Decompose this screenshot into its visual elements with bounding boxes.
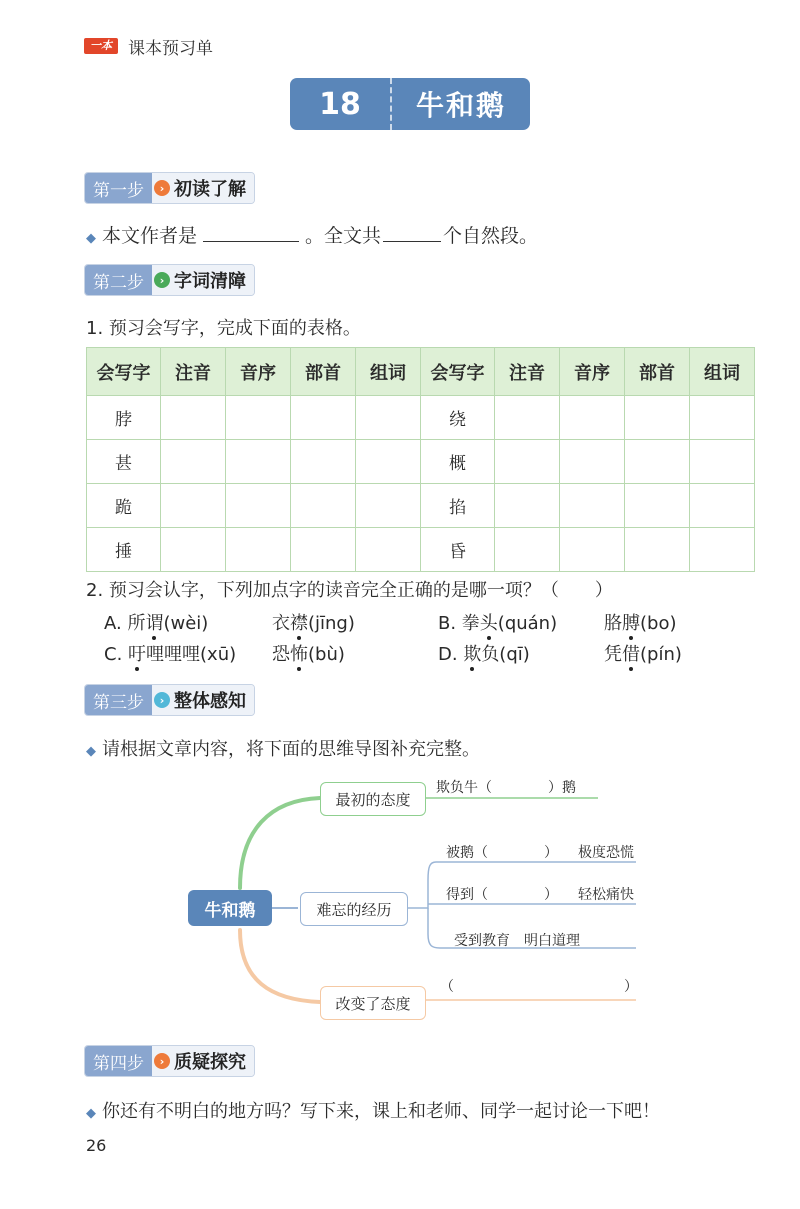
option-b2: 胳膊(bo) (604, 613, 677, 634)
table-header: 组词 (690, 348, 755, 396)
step2-q2: 2. 预习会认字，下列加点字的读音完全正确的是哪一项？（ ） (86, 580, 613, 601)
char-cell: 跪 (87, 484, 161, 528)
step4-label: 第四步 (85, 1046, 152, 1076)
arrow-icon: › (154, 1053, 170, 1069)
mindmap-center: 牛和鹅 (188, 890, 272, 926)
char-cell: 掐 (421, 484, 495, 528)
step1-name: 初读了解 (172, 173, 254, 203)
option-c1[interactable]: C. 吁哩哩哩(xū) (104, 644, 237, 665)
option-a1[interactable]: A. 所谓(wèi) (104, 613, 209, 634)
step2-label: 第二步 (85, 265, 152, 295)
table-header: 会写字 (87, 348, 161, 396)
brand-logo: 一本 (84, 38, 118, 54)
lesson-title: 牛和鹅 (415, 89, 506, 122)
step1-text-b: 。全文共 (305, 225, 382, 247)
diamond-bullet-icon: ◆ (86, 231, 96, 246)
char-cell: 绕 (421, 396, 495, 440)
table-header: 会写字 (421, 348, 495, 396)
table-header: 部首 (291, 348, 356, 396)
arrow-icon: › (154, 180, 170, 196)
step4-name: 质疑探究 (172, 1046, 254, 1076)
lesson-number: 18 (290, 78, 392, 130)
mindmap-branch-experience: 难忘的经历 (300, 892, 408, 926)
mindmap-change-text[interactable]: （ ） (440, 979, 638, 995)
section-label: 课本预习单 (128, 39, 213, 59)
option-c2: 恐怖(bù) (272, 644, 345, 665)
char-cell: 概 (421, 440, 495, 484)
diamond-bullet-icon: ◆ (86, 744, 96, 759)
mindmap-exp-row2[interactable]: 得到（ ） 轻松痛快 (446, 887, 634, 903)
step1-text-a: 本文作者是 (102, 225, 198, 247)
arrow-icon: › (154, 692, 170, 708)
page-number: 26 (86, 1136, 107, 1155)
mindmap-initial-text[interactable]: 欺负牛（ ）鹅 (436, 780, 576, 796)
arrow-icon: › (154, 272, 170, 288)
char-cell: 甚 (87, 440, 161, 484)
table-header: 注音 (161, 348, 226, 396)
diamond-bullet-icon: ◆ (86, 1106, 96, 1121)
table-header: 组词 (356, 348, 421, 396)
step4-prompt (86, 1097, 660, 1123)
step1-text-c: 个自然段。 (443, 225, 539, 247)
step4-prompt-text: 你还有不明白的地方吗？写下来，课上和老师、同学一起讨论一下吧！ (102, 1101, 660, 1122)
step2-q1: 1. 预习会写字，完成下面的表格。 (86, 318, 361, 339)
table-header: 部首 (625, 348, 690, 396)
option-d2: 凭借(pín) (604, 644, 682, 665)
table-header: 音序 (226, 348, 291, 396)
step2-name: 字词清障 (172, 265, 254, 295)
char-cell: 捶 (87, 528, 161, 572)
step1-label: 第一步 (85, 173, 152, 203)
mindmap-branch-initial: 最初的态度 (320, 782, 426, 816)
option-b1[interactable]: B. 拳头(quán) (438, 613, 558, 634)
mindmap-exp-row3: 受到教育 明白道理 (454, 933, 580, 949)
table-header: 音序 (560, 348, 625, 396)
step3-prompt-text: 请根据文章内容，将下面的思维导图补充完整。 (102, 739, 480, 760)
char-cell: 脖 (87, 396, 161, 440)
option-d1[interactable]: D. 欺负(qī) (438, 644, 530, 665)
step4-heading (84, 1045, 255, 1077)
mindmap-branch-change: 改变了态度 (320, 986, 426, 1020)
step3-label: 第三步 (85, 685, 152, 715)
char-cell: 昏 (421, 528, 495, 572)
table-header: 注音 (495, 348, 560, 396)
step3-name: 整体感知 (172, 685, 254, 715)
option-a2: 衣襟(jīng) (272, 613, 355, 634)
mindmap-exp-row1[interactable]: 被鹅（ ） 极度恐慌 (446, 845, 634, 861)
